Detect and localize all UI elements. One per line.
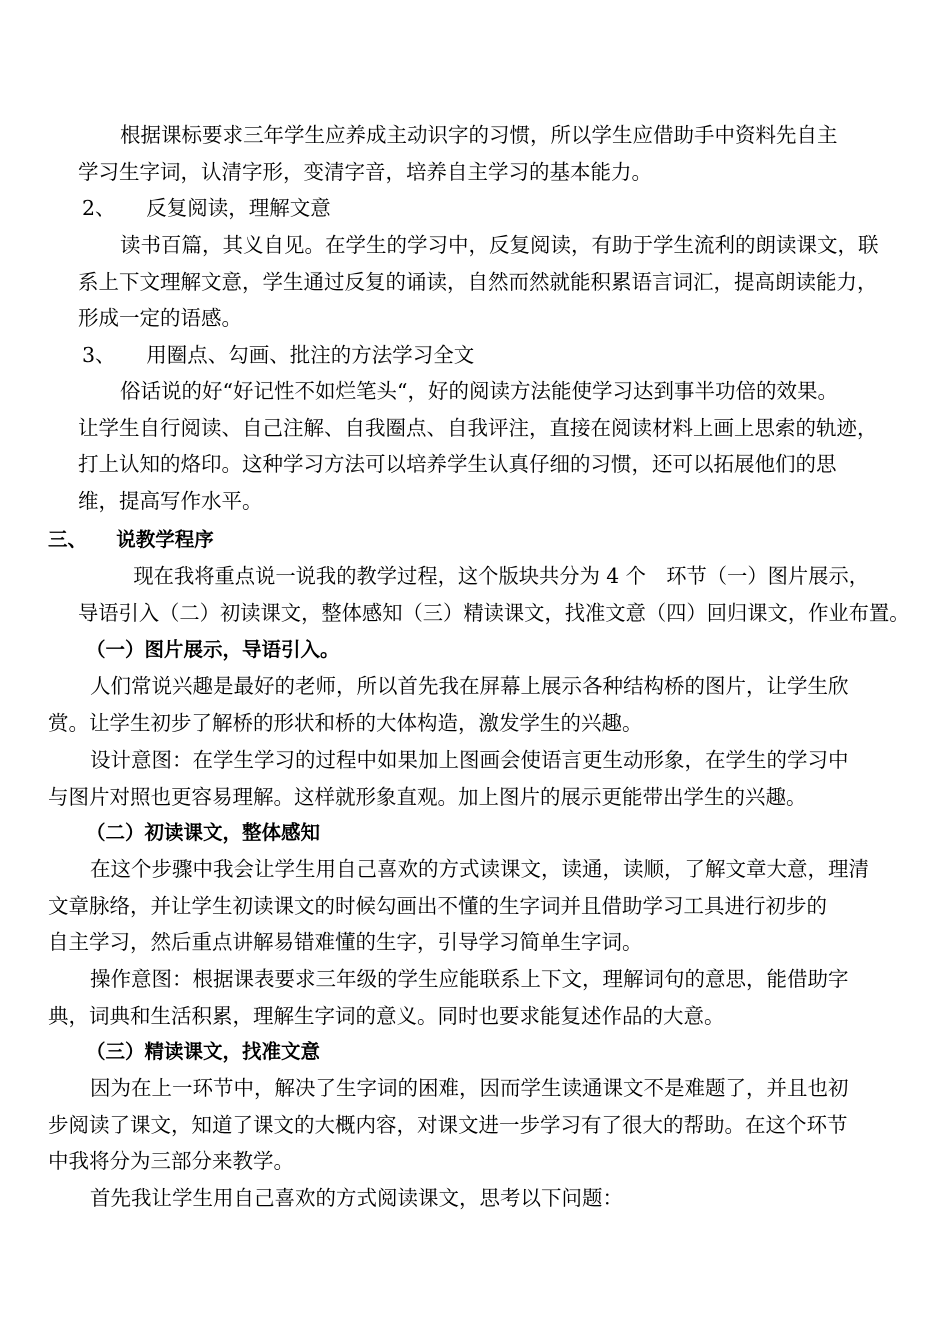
paragraph-line: 俗话说的好“好记性不如烂笔头“，好的阅读方法能使学习达到事半功倍的效果。 <box>120 379 838 403</box>
paragraph-8 <box>48 961 849 1034</box>
paragraph-line: 系上下文理解文意，学生通过反复的诵读，自然而然就能积累语言词汇，提高朗读能力， <box>78 269 878 294</box>
subheading-2: （二）初读课文，整体感知 <box>86 821 321 844</box>
paragraph-6 <box>48 742 849 815</box>
paragraph-line: 设计意图：在学生学习的过程中如果加上图画会使语言更生动形象，在学生的学习中 <box>90 748 849 772</box>
paragraph-line: 在这个步骤中我会让学生用自己喜欢的方式读课文，读通，读顺，了解文章大意，理清 <box>90 857 869 881</box>
paragraph-5 <box>48 668 849 741</box>
paragraph-line: 打上认知的烙印。这种学习方法可以培养学生认真仔细的习惯，还可以拓展他们的思 <box>78 452 837 476</box>
paragraph-3 <box>78 373 878 519</box>
paragraph-line: 典，词典和生活积累，理解生字词的意义。同时也要求能复述作品的大意。 <box>48 1003 725 1028</box>
paragraph-line: 根据课标要求三年学生应养成主动识字的习惯，所以学生应借助手中资料先自主 <box>120 123 838 147</box>
paragraph-line: 与图片对照也更容易理解。这样就形象直观。加上图片的展示更能带出学生的兴趣。 <box>48 784 807 809</box>
subheading-3: （三）精读课文，找准文意 <box>86 1040 321 1063</box>
list-item-3: 3、 用圈点、勾画、批注的方法学习全文 <box>82 343 475 367</box>
paragraph-line: 学习生字词，认清字形，变清字音，培养自主学习的基本能力。 <box>78 159 652 184</box>
paragraph-line: 赏。让学生初步了解桥的形状和桥的大体构造，激发学生的兴趣。 <box>48 710 643 735</box>
paragraph-4 <box>78 558 910 631</box>
paragraph-2 <box>78 227 879 337</box>
paragraph-line: 形成一定的语感。 <box>78 306 242 330</box>
paragraph-line: 文章脉络，并让学生初读课文的时候勾画出不懂的生字词并且借助学习工具进行初步的 <box>48 893 827 918</box>
paragraph-line: 读书百篇，其义自见。在学生的学习中，反复阅读，有助于学生流利的朗读课文，联 <box>120 233 879 257</box>
section-heading: 三、 说教学程序 <box>48 528 214 551</box>
subheading-1: （一）图片展示，导语引入。 <box>86 638 340 661</box>
paragraph-9 <box>48 1070 849 1180</box>
paragraph-10 <box>48 1180 623 1217</box>
paragraph-line: 现在我将重点说一说我的教学过程，这个版块共分为 4 个 环节（一）图片展示， <box>133 564 870 588</box>
paragraph-7 <box>48 851 869 961</box>
paragraph-line: 操作意图：根据课表要求三年级的学生应能联系上下文，理解词句的意思，能借助字 <box>90 967 849 991</box>
paragraph-line: 步阅读了课文，知道了课文的大概内容，对课文进一步学习有了很大的帮助。在这个环节 <box>48 1112 848 1137</box>
paragraph-line: 因为在上一环节中，解决了生字词的困难，因而学生读通课文不是难题了，并且也初 <box>90 1076 849 1100</box>
paragraph-line: 维，提高写作水平。 <box>78 488 263 513</box>
paragraph-line: 首先我让学生用自己喜欢的方式阅读课文，思考以下问题： <box>90 1186 623 1210</box>
paragraph-line: 自主学习，然后重点讲解易错难懂的生字，引导学习简单生字词。 <box>48 930 643 954</box>
paragraph-line: 中我将分为三部分来教学。 <box>48 1149 294 1173</box>
paragraph-line: 让学生自行阅读、自己注解、自我圈点、自我评注，直接在阅读材料上画上思索的轨迹， <box>78 415 878 440</box>
paragraph-1 <box>78 117 838 190</box>
paragraph-line: 导语引入（二）初读课文，整体感知（三）精读课文，找准文意（四）回归课文，作业布置。 <box>78 600 910 625</box>
list-item-2: 2、 反复阅读，理解文意 <box>82 196 331 220</box>
paragraph-line: 人们常说兴趣是最好的老师，所以首先我在屏幕上展示各种结构桥的图片，让学生欣 <box>90 674 849 698</box>
